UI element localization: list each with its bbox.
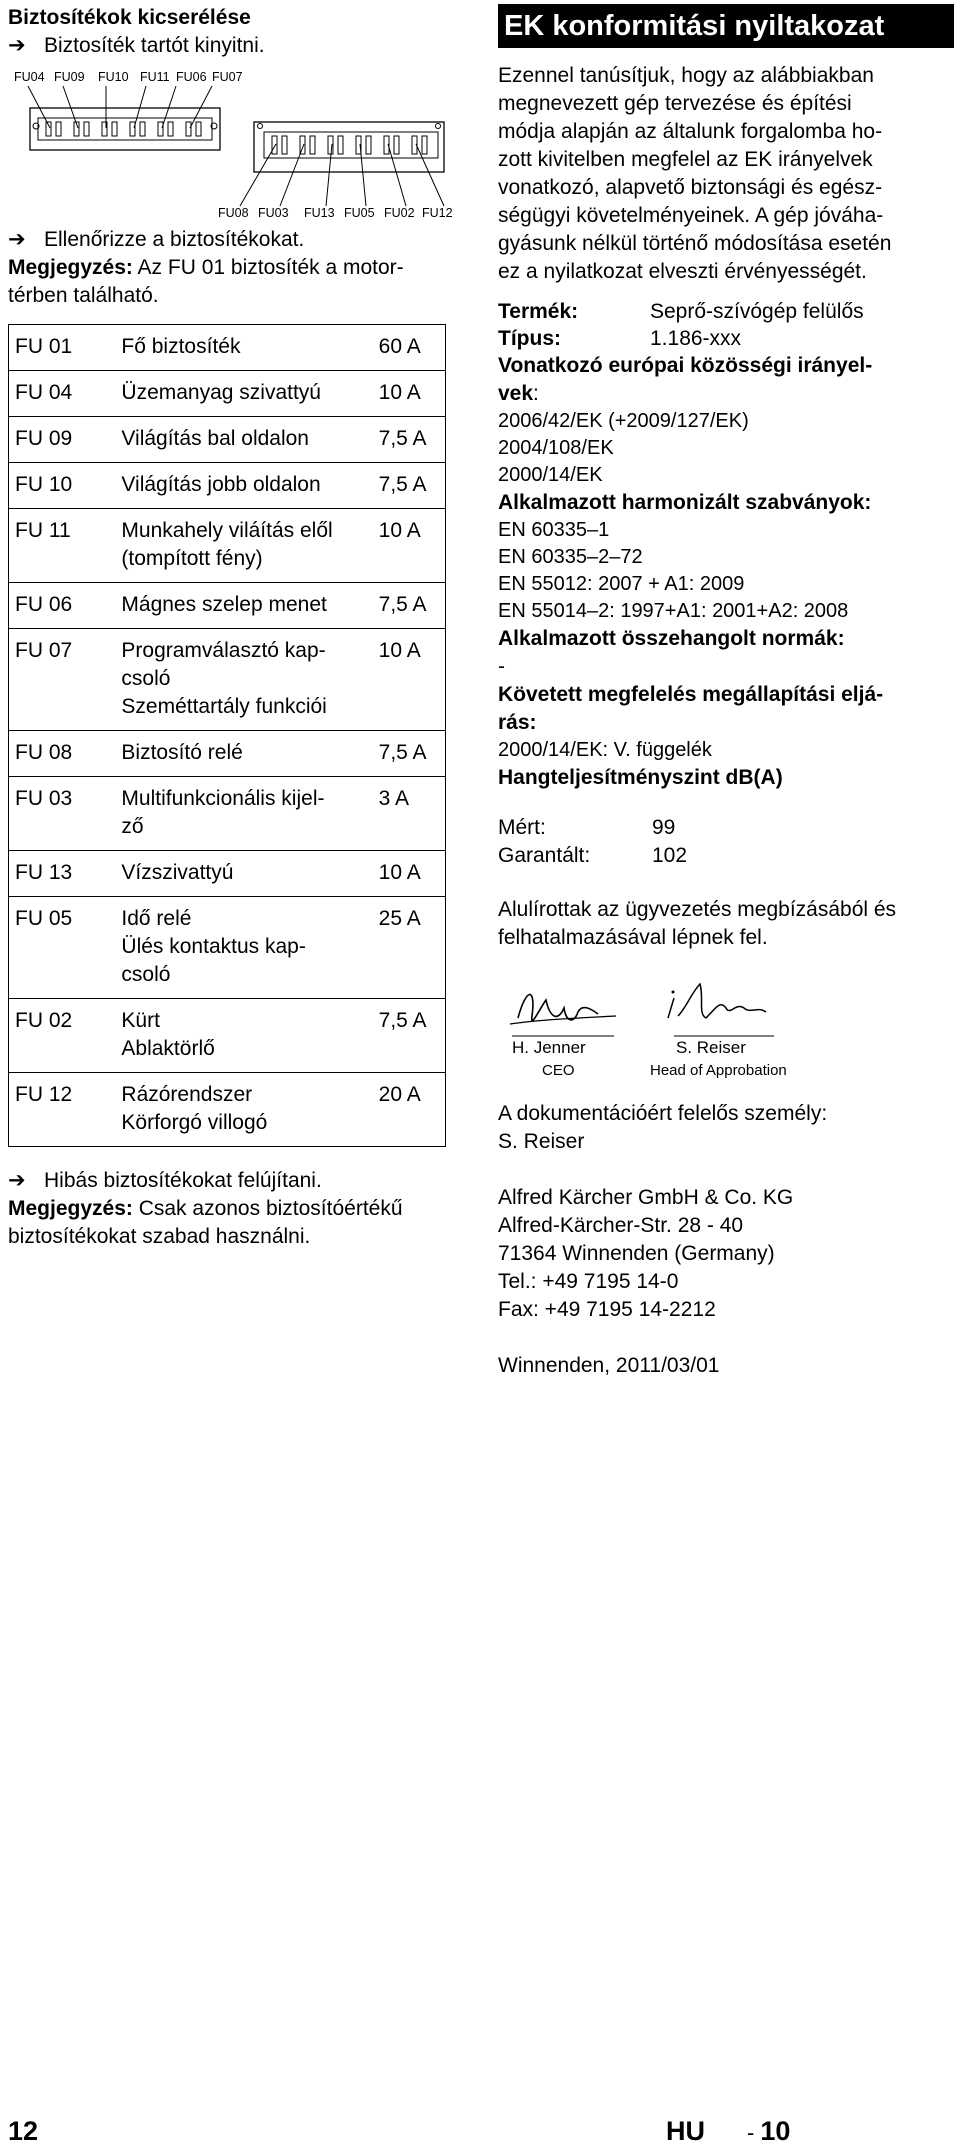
fuse-id: FU 12: [9, 1073, 116, 1147]
step-text: Biztosíték tartót kinyitni.: [44, 34, 265, 57]
fuse-description: [115, 509, 372, 583]
diagram-label-bottom: FU02: [384, 206, 415, 220]
product-label: Termék:: [498, 300, 579, 323]
fuse-box-drawing: [8, 70, 458, 220]
fuse-description-line: Mágnes szelep menet: [121, 593, 327, 616]
note-text: térben található.: [8, 284, 159, 307]
note-text: Az FU 01 biztosíték a motor-: [132, 256, 404, 279]
note-text: Csak azonos biztosítóértékű: [132, 1197, 403, 1220]
fuse-row: [9, 1073, 446, 1147]
declaration-intro: [498, 62, 954, 286]
fuse-description-line: Üzemanyag szivattyú: [121, 381, 321, 404]
fuse-box-diagram: [8, 70, 458, 220]
fuse-rating: 60 A: [373, 325, 446, 371]
fuse-id: FU 13: [9, 851, 116, 897]
fuse-description: [115, 629, 372, 731]
diagram-label-bottom: FU08: [218, 206, 249, 220]
intro-line: megnevezett gép tervezése és építési: [498, 92, 852, 115]
responsible-line: S. Reiser: [498, 1130, 585, 1153]
fuse-description-line: csoló: [121, 963, 171, 986]
heading-line: rás:: [498, 711, 537, 734]
directives-heading: [498, 352, 954, 408]
fuse-description-line: Ablaktörlő: [121, 1037, 215, 1060]
diagram-label-bottom: FU12: [422, 206, 453, 220]
fuse-id: FU 11: [9, 509, 116, 583]
intro-line: vonatkozó, alapvető biztonsági és egész-: [498, 176, 883, 199]
statement-line: Alulírottak az ügyvezetés megbízásából és: [498, 898, 897, 921]
sound-heading: Hangteljesítményszint dB(A): [498, 766, 783, 789]
fuse-description-line: ző: [121, 815, 144, 838]
fuse-description-line: csoló: [121, 667, 171, 690]
note-motor-fuse: [8, 254, 438, 310]
intro-line: ez a nyilatkozat elveszti érvényességét.: [498, 260, 867, 283]
diagram-label-top: FU04: [14, 70, 45, 84]
procedure-heading: [498, 681, 954, 737]
standard-item: EN 55014–2: 1997+A1: 2001+A2: 2008: [498, 600, 849, 622]
heading-line: vek: [498, 382, 534, 405]
section-title-fuses: Biztosítékok kicserélése: [8, 6, 251, 29]
guaranteed-label: Garantált:: [498, 844, 591, 867]
language-code: HU: [666, 2116, 705, 2146]
fuse-table: [8, 324, 446, 1147]
note-text: biztosítékokat szabad használni.: [8, 1225, 311, 1248]
intro-line: ségügyi követelményeinek. A gép jóváha-: [498, 204, 884, 227]
standard-item: EN 60335–1: [498, 519, 610, 541]
step-text: Ellenőrizze a biztosítékokat.: [44, 228, 305, 251]
address-line: 71364 Winnenden (Germany): [498, 1242, 775, 1265]
address-line: Alfred Kärcher GmbH & Co. KG: [498, 1186, 794, 1209]
step-check-fuses: [8, 226, 438, 254]
doc-responsible: [498, 1100, 954, 1156]
heading-colon: :: [533, 382, 539, 405]
fuse-row: [9, 777, 446, 851]
fuse-row: [9, 417, 446, 463]
fuse-id: FU 09: [9, 417, 116, 463]
type-row: [498, 325, 954, 352]
note-label: Megjegyzés:: [8, 256, 133, 279]
intro-line: zott kivitelben megfelel az EK irányelvek: [498, 148, 873, 171]
step-text: Hibás biztosítékokat felújítani.: [44, 1169, 322, 1192]
fuse-id: FU 05: [9, 897, 116, 999]
norms-heading: Alkalmazott összehangolt normák:: [498, 627, 845, 650]
note-same-value: [8, 1195, 438, 1251]
fuse-description-line: Ülés kontaktus kap-: [121, 935, 306, 958]
guaranteed-value: 102: [652, 844, 688, 867]
diagram-label-top: FU09: [54, 70, 85, 84]
guaranteed-row: [498, 842, 954, 870]
fuse-row: [9, 371, 446, 417]
fuse-rating: 3 A: [373, 777, 446, 851]
fuse-row: [9, 325, 446, 371]
diagram-label-top: FU06: [176, 70, 207, 84]
fuse-description-line: Rázórendszer: [121, 1083, 253, 1106]
directives-list: [498, 408, 954, 489]
intro-line: gyásunk nélkül történő módosítása esetén: [498, 232, 892, 255]
intro-line: módja alapján az általunk forgalomba ho-: [498, 120, 883, 143]
diagram-label-top: FU11: [140, 70, 170, 84]
diagram-label-top: FU07: [212, 70, 243, 84]
fuse-description: [115, 851, 372, 897]
fuse-description: [115, 463, 372, 509]
procedure-value: 2000/14/EK: V. függelék: [498, 739, 712, 761]
measured-label: Mért:: [498, 816, 546, 839]
standard-item: EN 55012: 2007 + A1: 2009: [498, 573, 745, 595]
address-line: Tel.: +49 7195 14-0: [498, 1270, 679, 1293]
fuse-row: [9, 851, 446, 897]
section-title-declaration: EK konformitási nyiltakozat: [498, 4, 954, 48]
fuse-rating: 7,5 A: [373, 999, 446, 1073]
fuse-description-line: Munkahely viláítás elől: [121, 519, 333, 542]
fuse-rating: 10 A: [373, 629, 446, 731]
fuse-rating: 7,5 A: [373, 583, 446, 629]
fuse-description: [115, 897, 372, 999]
page-number: 12: [8, 2116, 39, 2146]
fuse-description-line: Világítás bal oldalon: [121, 427, 309, 450]
fuse-row: [9, 583, 446, 629]
arrow-icon: ➔: [8, 1169, 26, 1192]
diagram-label-bottom: FU05: [344, 206, 375, 220]
fuse-rating: 7,5 A: [373, 417, 446, 463]
fuse-description: [115, 371, 372, 417]
fuse-row: [9, 463, 446, 509]
responsible-line: A dokumentációért felelős személy:: [498, 1102, 828, 1125]
fuse-description: [115, 777, 372, 851]
fuse-id: FU 03: [9, 777, 116, 851]
fuse-description-line: Vízszivattyú: [121, 861, 234, 884]
diagram-label-top: FU10: [98, 70, 129, 84]
type-value: 1.186-xxx: [650, 327, 742, 350]
fuse-description-line: Multifunkcionális kijel-: [121, 787, 325, 810]
fuse-rating: 7,5 A: [373, 731, 446, 777]
fuse-rating: 10 A: [373, 371, 446, 417]
measured-row: [498, 814, 954, 842]
fuse-id: FU 08: [9, 731, 116, 777]
arrow-icon: ➔: [8, 34, 26, 57]
arrow-icon: ➔: [8, 228, 26, 251]
fuse-description-line: Szeméttartály funkciói: [121, 695, 327, 718]
fuse-id: FU 02: [9, 999, 116, 1073]
address-line: Fax: +49 7195 14-2212: [498, 1298, 716, 1321]
statement-line: felhatalmazásával lépnek fel.: [498, 926, 768, 949]
fuse-row: [9, 897, 446, 999]
footer-section: [666, 2116, 790, 2147]
standards-heading: Alkalmazott harmonizált szabványok:: [498, 491, 872, 514]
fuse-row: [9, 629, 446, 731]
fuse-description: [115, 1073, 372, 1147]
address-line: Alfred-Kärcher-Str. 28 - 40: [498, 1214, 744, 1237]
fuse-description: [115, 325, 372, 371]
fuse-rating: 20 A: [373, 1073, 446, 1147]
fuse-table-body: [9, 325, 446, 1147]
fuse-description: [115, 417, 372, 463]
section-number: 10: [760, 2116, 791, 2146]
directive-item: 2000/14/EK: [498, 464, 603, 486]
directive-item: 2006/42/EK (+2009/127/EK): [498, 410, 749, 432]
diagram-label-bottom: FU03: [258, 206, 289, 220]
fuse-description: [115, 583, 372, 629]
place-date: Winnenden, 2011/03/01: [498, 1354, 720, 1377]
fuse-row: [9, 731, 446, 777]
fuse-id: FU 10: [9, 463, 116, 509]
product-row: [498, 298, 954, 325]
fuse-description-line: Világítás jobb oldalon: [121, 473, 321, 496]
left-column: [8, 4, 453, 1251]
signature-block: [498, 978, 954, 1090]
type-label: Típus:: [498, 327, 561, 350]
fuse-description-line: Biztosító relé: [121, 741, 243, 764]
step-replace-fuses: [8, 1167, 438, 1195]
signer1-role: CEO: [542, 1062, 575, 1079]
fuse-description-line: Fő biztosíték: [121, 335, 241, 358]
step-open-fuse-holder: [8, 32, 438, 60]
fuse-description-line: Programválasztó kap-: [121, 639, 326, 662]
fuse-id: FU 01: [9, 325, 116, 371]
footer-dash: -: [747, 2120, 755, 2145]
signer2-role: Head of Approbation: [650, 1062, 787, 1079]
heading-line: Vonatkozó európai közösségi irányel-: [498, 354, 873, 377]
fuse-id: FU 06: [9, 583, 116, 629]
fuse-rating: 7,5 A: [373, 463, 446, 509]
measured-value: 99: [652, 816, 676, 839]
fuse-rating: 10 A: [373, 851, 446, 897]
fuse-description-line: Idő relé: [121, 907, 192, 930]
signer1-name: H. Jenner: [512, 1038, 586, 1057]
directive-item: 2004/108/EK: [498, 437, 614, 459]
standard-item: EN 60335–2–72: [498, 546, 643, 568]
fuse-row: [9, 999, 446, 1073]
fuse-description-line: (tompított fény): [121, 547, 263, 570]
fuse-description-line: Körforgó villogó: [121, 1111, 268, 1134]
fuse-description-line: Kürt: [121, 1009, 160, 1032]
diagram-label-bottom: FU13: [304, 206, 335, 220]
signers-statement: [498, 896, 954, 952]
fuse-rating: 25 A: [373, 897, 446, 999]
fuse-row: [9, 509, 446, 583]
fuse-rating: 10 A: [373, 509, 446, 583]
heading-line: Követett megfelelés megállapítási eljá-: [498, 683, 884, 706]
product-value: Seprő-szívógép felülős: [650, 300, 864, 323]
signer2-name: S. Reiser: [676, 1038, 746, 1057]
fuse-id: FU 04: [9, 371, 116, 417]
norms-value: -: [498, 655, 505, 678]
fuse-id: FU 07: [9, 629, 116, 731]
intro-line: Ezennel tanúsítjuk, hogy az alábbiakban: [498, 64, 874, 87]
fuse-description: [115, 731, 372, 777]
right-column: [498, 4, 954, 1380]
fuse-description: [115, 999, 372, 1073]
standards-list: [498, 517, 954, 625]
company-address: [498, 1184, 954, 1324]
note-label: Megjegyzés:: [8, 1197, 133, 1220]
